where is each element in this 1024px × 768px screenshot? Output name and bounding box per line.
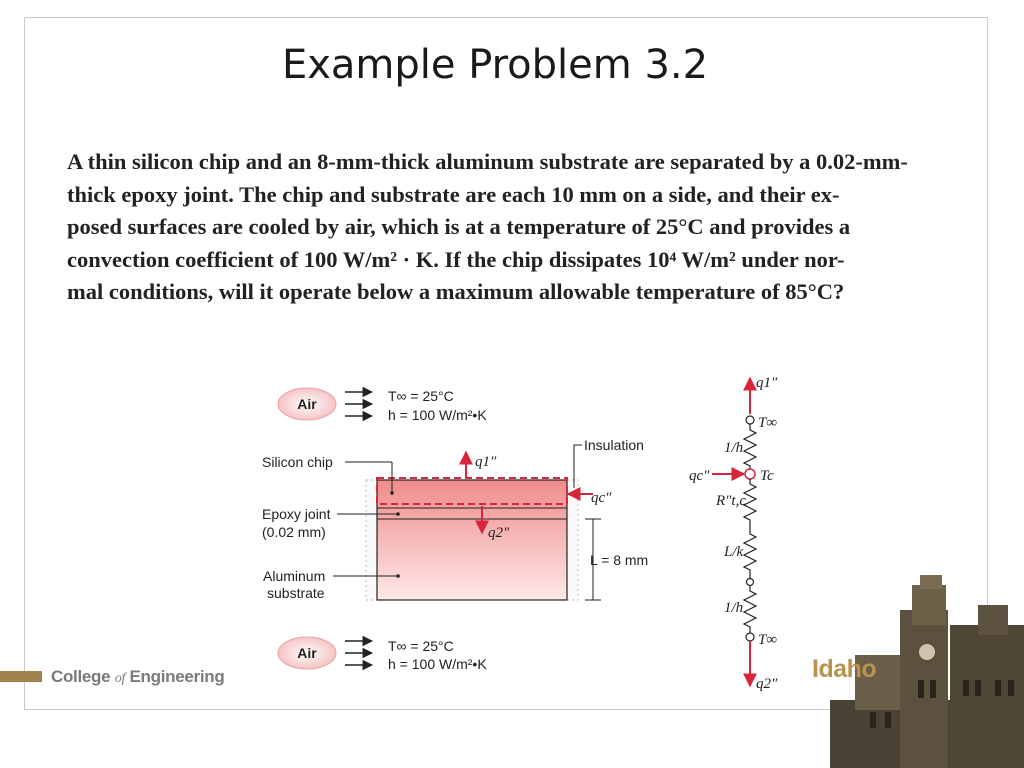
- aluminum-label: Aluminum: [263, 568, 326, 584]
- college-of-word: of: [114, 671, 126, 686]
- t-inf-bottom: T∞ = 25°C: [388, 638, 454, 654]
- circuit-r-conv-top: 1/h: [724, 440, 744, 456]
- epoxy-joint-label: Epoxy joint: [262, 506, 331, 522]
- problem-line: posed surfaces are cooled by air, which is at a temperature of 25°C and provides a: [67, 214, 851, 239]
- circuit-q2-label: q2″: [756, 676, 778, 692]
- node-t-inf-top: [746, 416, 754, 424]
- epoxy-thickness-label: (0.02 mm): [262, 524, 326, 540]
- aluminum-substrate: [377, 480, 567, 600]
- t-inf-top: T∞ = 25°C: [388, 388, 454, 404]
- air-flow-arrows-bottom: [345, 641, 372, 665]
- air-flow-arrows-top: [345, 392, 372, 416]
- h-bottom: h = 100 W/m²•K: [388, 656, 487, 672]
- resistor-conv-bottom: [744, 586, 756, 633]
- air-label-top: Air: [297, 396, 317, 412]
- node-substrate-bottom: [747, 579, 754, 586]
- problem-line: mal conditions, will it operate below a maximum allowable temperature of 85°C?: [67, 279, 845, 304]
- circuit-r-cond: L/k: [724, 544, 744, 560]
- college-of-engineering-logo: [51, 667, 224, 687]
- circuit-r-conv-bottom: 1/h: [724, 600, 744, 616]
- substrate-label: substrate: [267, 585, 325, 601]
- footer-accent-bar: [0, 671, 42, 682]
- problem-line: thick epoxy joint. The chip and substrate are each 10 mm on a side, and their ex-: [67, 181, 840, 207]
- resistor-conv-top: [744, 424, 756, 469]
- thermal-circuit: [689, 375, 778, 692]
- circuit-t-inf-bottom: T∞: [758, 632, 778, 648]
- circuit-qc-label: qc″: [689, 468, 710, 484]
- problem-line: convection coefficient of 100 W/m² · K. If the chip dissipates 10⁴ W/m² under nor-: [67, 246, 845, 272]
- idaho-logo: Idaho: [812, 655, 877, 683]
- air-label-bottom: Air: [297, 645, 317, 661]
- circuit-t-c-label: Tc: [760, 468, 774, 484]
- circuit-q1-label: q1″: [756, 375, 778, 391]
- engineering-word: Engineering: [129, 667, 225, 686]
- air-cloud-bottom: [278, 637, 336, 669]
- insulation-label: Insulation: [584, 437, 644, 453]
- node-t-inf-bottom: [746, 633, 754, 641]
- qc-label: qc″: [591, 490, 612, 506]
- problem-line: A thin silicon chip and an 8-mm-thick aluminum substrate are separated by a 0.02-mm-: [67, 149, 908, 174]
- slide-title: Example Problem 3.2: [281, 42, 709, 88]
- silicon-chip-label: Silicon chip: [262, 454, 333, 470]
- air-cloud-top: [278, 388, 336, 420]
- circuit-r-contact: R″t,c: [716, 493, 746, 509]
- q2-label: q2″: [488, 525, 510, 541]
- thickness-label: L = 8 mm: [590, 552, 649, 568]
- circuit-t-inf-top: T∞: [758, 415, 778, 431]
- node-t-c: [745, 469, 755, 479]
- resistor-conduction: [744, 528, 756, 578]
- college-word: College: [51, 667, 111, 686]
- q1-label: q1″: [475, 454, 497, 470]
- h-top: h = 100 W/m²•K: [388, 407, 487, 423]
